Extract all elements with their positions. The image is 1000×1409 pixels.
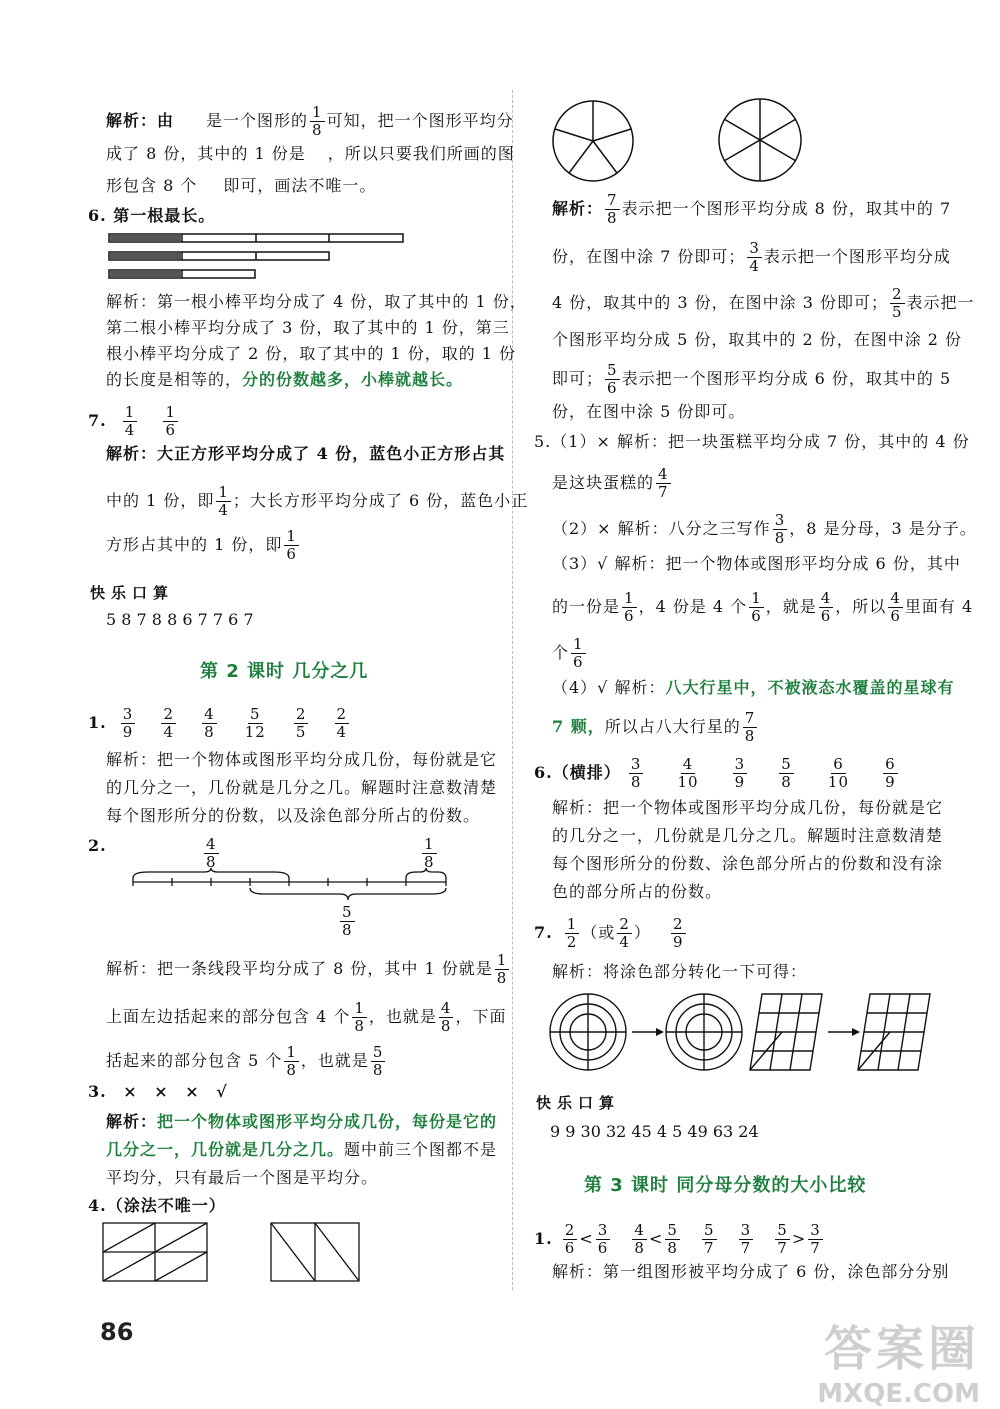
q1r-answer: 1. $\frac{2}{6}$ < $\frac{3}{6}$ $\frac{4}{8}$ < $\frac{5}{8}$ $\frac{5}{7}$ $\frac{3}{7}$ $\frac{5}{7}$ > $\frac{3}{7}$ bbox=[534, 1221, 821, 1257]
q3-exp-2: 几分之一，几份就是几分之几。题中前三个图都不是 bbox=[106, 1140, 498, 1159]
q6-exp-3: 根小棒平均分成了 2 份，取了其中的 1 份，取的 1 份 bbox=[106, 344, 517, 363]
p1-line2: 成了 8 份，其中的 1 份是 ，所以只要我们所画的图 bbox=[106, 144, 515, 163]
kuaile-title-right: 快乐口算 bbox=[536, 1094, 621, 1112]
column-divider bbox=[512, 90, 513, 1290]
q6r-exp-4: 色的部分所占的份数。 bbox=[552, 882, 723, 901]
q6r-exp-1: 解析：把一个物体或图形平均分成几份，每份就是它 bbox=[552, 798, 944, 817]
q5-1: 5.（1）× 解析：把一块蛋糕平均分成 7 份，其中的 4 份 bbox=[534, 432, 970, 451]
square-divided-diagram bbox=[268, 1220, 364, 1284]
p1-line3: 形包含 8 个 即可，画法不唯一。 bbox=[106, 176, 377, 195]
q6r-answer: 6.（横排） $\frac{3}{8}$ $\frac{4}{10}$ $\frac{3}{9}$ $\frac{5}{8}$ $\frac{6}{10}$ $\frac{6}{9}$ bbox=[534, 755, 896, 791]
p1-line1: 解析：由 是一个图形的 $\frac{1}{8}$ 可知，把一个图形平均分 bbox=[106, 103, 514, 139]
r-exp-4: 个图形平均分成 5 份，取其中的 2 份，在图中涂 2 份 bbox=[552, 330, 963, 349]
transform-diagram bbox=[546, 990, 942, 1074]
q7-answer: 7. $\frac{1}{4}$ $\frac{1}{6}$ bbox=[88, 403, 176, 439]
q7r-answer: 7. $\frac{1}{2}$ （或 $\frac{2}{4}$ ） $\frac{2}{9}$ bbox=[534, 915, 684, 951]
q3-exp-1: 解析：把一个物体或图形平均分成几份，每份是它的 bbox=[106, 1112, 498, 1131]
q2-exp-2: 上面左边括起来的部分包含 4 个 $\frac{1}{8}$ ，也就是 $\frac{4}{8}$ ，下面 bbox=[106, 999, 507, 1035]
q6-exp-4: 的长度是相等的，分的份数越多，小棒就越长。 bbox=[106, 370, 464, 389]
q2-top-fraction: $\frac{4}{8}$ bbox=[206, 835, 217, 871]
q5-4b: 7 颗，所以占八大行星的 $\frac{7}{8}$ bbox=[552, 709, 756, 745]
page-number: 86 bbox=[100, 1318, 134, 1346]
q7r-exp: 解析：将涂色部分转化一下可得： bbox=[552, 962, 808, 981]
lesson2-title: 第 2 课时 几分之几 bbox=[200, 661, 369, 682]
q1-exp-3: 每个图形所分的份数，以及涂色部分所占的份数。 bbox=[106, 806, 481, 825]
circle-6-parts bbox=[714, 94, 806, 186]
q1r-exp: 解析：第一组图形被平均分成了 6 份，涂色部分分别 bbox=[552, 1262, 950, 1281]
q2-exp-1: 解析：把一条线段平均分成了 8 份，其中 1 份就是 $\frac{1}{8}$ bbox=[106, 951, 508, 987]
rect-divided-diagram bbox=[100, 1220, 210, 1284]
q5-3b: 的一份是 $\frac{1}{6}$ ，4 份是 4 个 $\frac{1}{6}$ ，就是 $\frac{4}{6}$ ，所以 $\frac{4}{6}$ 里面有 4 bbox=[552, 589, 974, 625]
r-exp-5: 即可； $\frac{5}{6}$ 表示把一个图形平均分成 6 份，取其中的 5 bbox=[552, 361, 952, 397]
q1-exp-2: 的几分之一，几份就是几分之几。解题时注意数清楚 bbox=[106, 778, 498, 797]
q5-1b: 是这块蛋糕的 $\frac{4}{7}$ bbox=[552, 465, 669, 501]
q6-exp-2: 第二根小棒平均分成了 3 份，取了其中的 1 份，第三 bbox=[106, 318, 510, 337]
q2-label: 2. bbox=[88, 836, 107, 855]
q3-answer: 3. × × × √ bbox=[88, 1082, 228, 1101]
r-exp-2: 份，在图中涂 7 份即可； $\frac{3}{4}$ 表示把一个图形平均分成 bbox=[552, 239, 951, 275]
q6r-exp-2: 的几分之一，几份就是几分之几。解题时注意数清楚 bbox=[552, 826, 944, 845]
kuaile-answers-right: 9 9 30 32 45 4 5 49 63 24 bbox=[550, 1122, 759, 1141]
q6r-exp-3: 每个图形所分的份数、涂色部分所占的份数和没有涂 bbox=[552, 854, 944, 873]
q2-bottom-fraction: $\frac{5}{8}$ bbox=[342, 903, 353, 939]
q5-3c: 个 $\frac{1}{6}$ bbox=[552, 635, 584, 671]
segment-diagram bbox=[128, 868, 458, 904]
q7-exp-3: 方形占其中的 1 份，即 $\frac{1}{6}$ bbox=[106, 527, 297, 563]
q1-answer: 1. $\frac{3}{9}$ $\frac{2}{4}$ $\frac{4}{8}$ $\frac{5}{12}$ $\frac{2}{5}$ $\frac{2}{4}$ bbox=[88, 705, 348, 741]
q5-2: （2）× 解析：八分之三写作 $\frac{3}{8}$ ，8 是分母，3 是分子。 bbox=[552, 511, 977, 547]
q1-exp-1: 解析：把一个物体或图形平均分成几份，每份就是它 bbox=[106, 750, 498, 769]
q7-exp-1: 解析：大正方形平均分成了 4 份，蓝色小正方形占其 bbox=[106, 444, 506, 463]
kuaile-answers-left: 5 8 7 8 8 6 7 7 6 7 bbox=[106, 610, 254, 629]
r-exp-1: 解析： $\frac{7}{8}$ 表示把一个图形平均分成 8 份，取其中的 7 bbox=[552, 191, 952, 227]
q5-4: （4）√ 解析：八大行星中，不被液态水覆盖的星球有 bbox=[552, 678, 955, 697]
q3-exp-3: 平均分，只有最后一个图是平均分。 bbox=[106, 1168, 379, 1187]
q5-3: （3）√ 解析：把一个物体或图形平均分成 6 份，其中 bbox=[552, 554, 961, 573]
q4-answer: 4.（涂法不唯一） bbox=[88, 1196, 226, 1215]
lesson3-title: 第 3 课时 同分母分数的大小比较 bbox=[584, 1175, 867, 1196]
circle-5-parts bbox=[548, 96, 638, 186]
watermark-logo: 答案圈 MXQE.COM bbox=[817, 1321, 980, 1409]
kuaile-title-left: 快乐口算 bbox=[90, 584, 175, 602]
q6-exp-1: 解析：第一根小棒平均分成了 4 份，取了其中的 1 份， bbox=[106, 292, 527, 311]
sticks-diagram bbox=[108, 232, 408, 282]
q7-exp-2: 中的 1 份，即 $\frac{1}{4}$ ；大长方形平均分成了 6 份，蓝色小正 bbox=[106, 483, 529, 519]
q2-top-right-fraction: $\frac{1}{8}$ bbox=[424, 835, 435, 871]
q2-exp-3: 括起来的部分包含 5 个 $\frac{1}{8}$ ，也就是 $\frac{5}{8}$ bbox=[106, 1043, 384, 1079]
q6-answer: 6. 第一根最长。 bbox=[88, 206, 216, 225]
r-exp-6: 份，在图中涂 5 份即可。 bbox=[552, 402, 746, 421]
r-exp-3: 4 份，取其中的 3 份，在图中涂 3 份即可； $\frac{2}{5}$ 表示把一 bbox=[552, 285, 975, 321]
